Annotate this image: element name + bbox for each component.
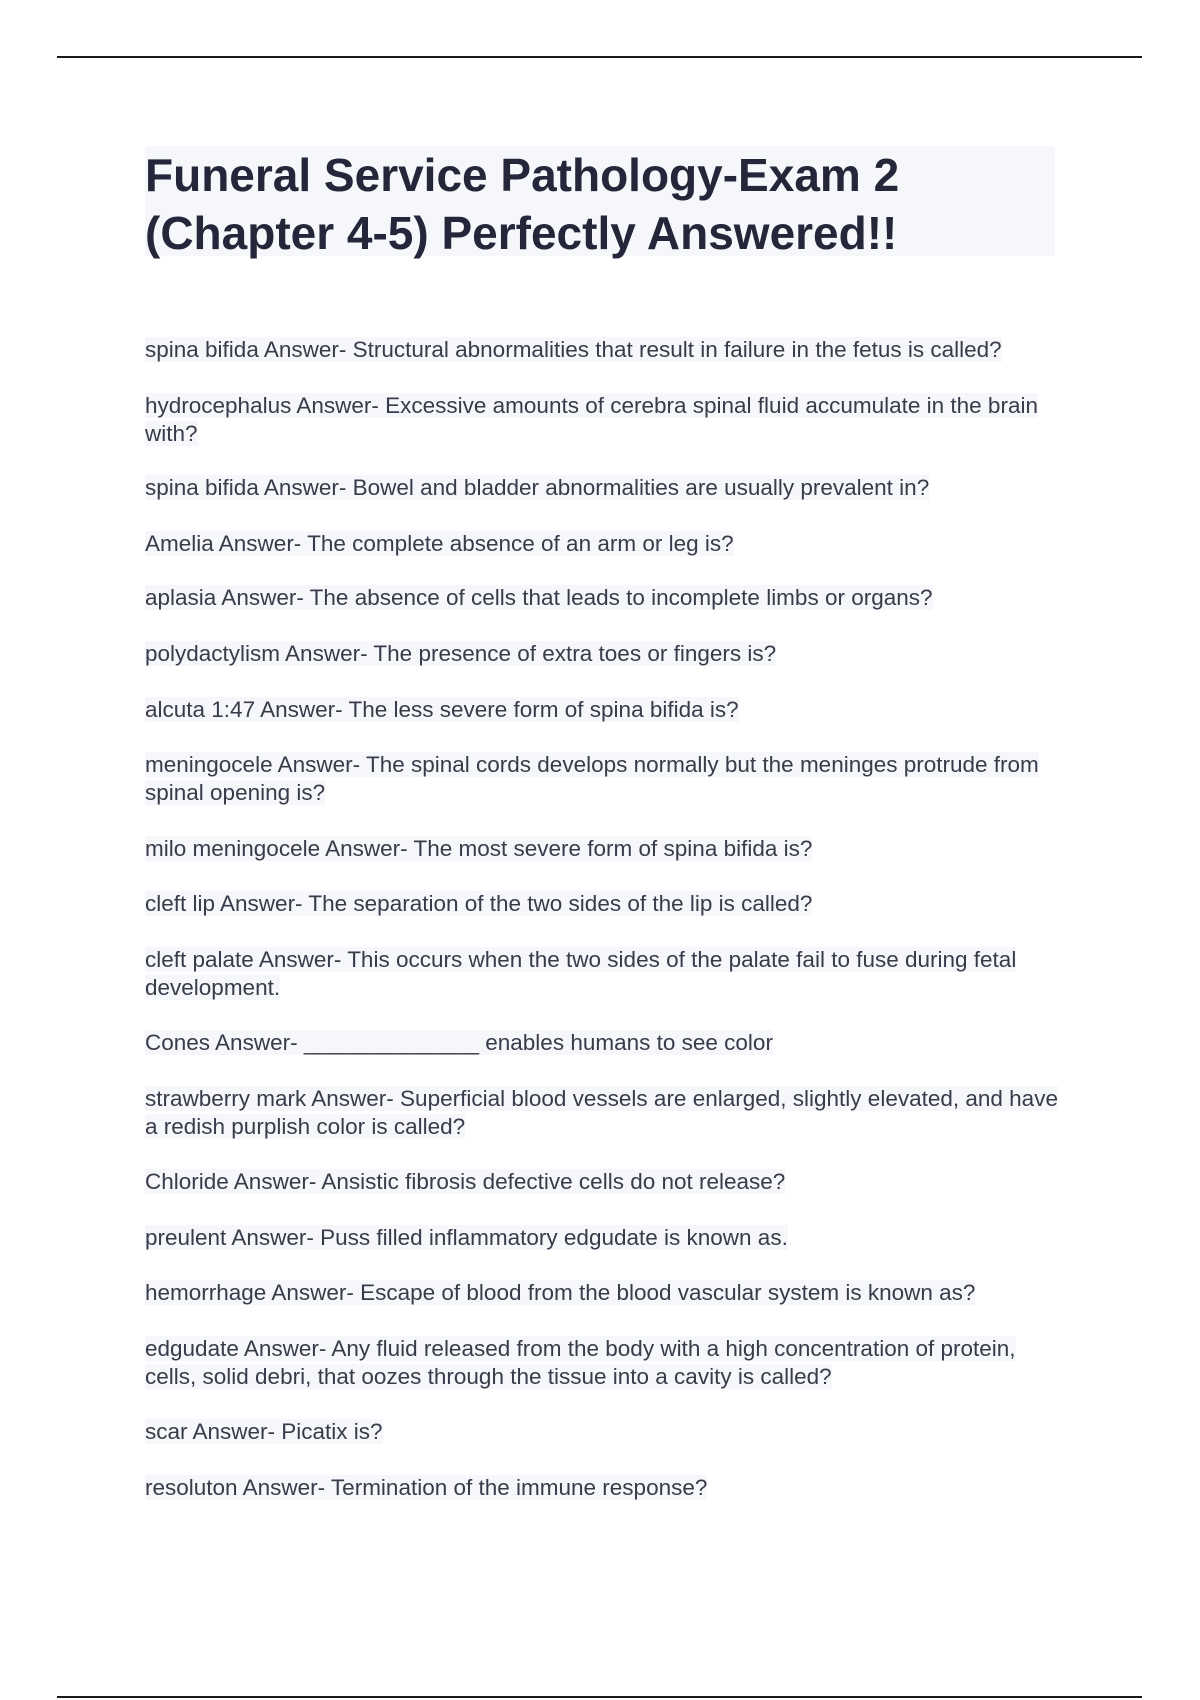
qa-text: hydrocephalus Answer- Excessive amounts of cerebra spinal fluid accumulate in the brain with? xyxy=(145,393,1038,446)
list-item xyxy=(145,392,1065,448)
bottom-rule xyxy=(57,1696,1142,1698)
title-block xyxy=(145,146,1055,259)
qa-text: resoluton Answer- Termination of the immune response? xyxy=(145,1475,708,1500)
qa-text: edgudate Answer- Any fluid released from the body with a high concentration of protein, cells, solid debri, that oozes through the tissue into a cavity is called? xyxy=(145,1336,1016,1389)
list-item xyxy=(145,835,1065,863)
qa-text: Amelia Answer- The complete absence of an arm or leg is? xyxy=(145,531,734,556)
qa-text: cleft lip Answer- The separation of the two sides of the lip is called? xyxy=(145,891,813,916)
qa-text: alcuta 1:47 Answer- The less severe form of spina bifida is? xyxy=(145,697,739,722)
qa-text: strawberry mark Answer- Superficial blood vessels are enlarged, slightly elevated, and have a redish purplish color is called? xyxy=(145,1086,1058,1139)
list-item xyxy=(145,474,1065,502)
list-item xyxy=(145,1279,1065,1307)
qa-text: spina bifida Answer- Bowel and bladder abnormalities are usually prevalent in? xyxy=(145,475,930,500)
list-item xyxy=(145,640,1065,668)
list-item xyxy=(145,1335,1065,1391)
qa-text: Chloride Answer- Ansistic fibrosis defective cells do not release? xyxy=(145,1169,786,1194)
list-item xyxy=(145,1474,1065,1502)
qa-text: Cones Answer- ______________ enables humans to see color xyxy=(145,1030,773,1055)
list-item xyxy=(145,751,1065,807)
list-item xyxy=(145,1029,1065,1057)
top-rule xyxy=(57,56,1142,58)
list-item xyxy=(145,1168,1065,1196)
document-title: Funeral Service Pathology-Exam 2 (Chapter 4-5) Perfectly Answered!! xyxy=(145,149,900,259)
qa-text: spina bifida Answer- Structural abnormalities that result in failure in the fetus is called? xyxy=(145,337,1002,362)
qa-text: cleft palate Answer- This occurs when the two sides of the palate fail to fuse during fetal development. xyxy=(145,947,1017,1000)
qa-text: aplasia Answer- The absence of cells that leads to incomplete limbs or organs? xyxy=(145,585,933,610)
list-item xyxy=(145,1418,1065,1446)
list-item xyxy=(145,530,1065,558)
list-item xyxy=(145,946,1065,1002)
qa-text: milo meningocele Answer- The most severe form of spina bifida is? xyxy=(145,836,813,861)
list-item xyxy=(145,890,1065,918)
qa-text: hemorrhage Answer- Escape of blood from the blood vascular system is known as? xyxy=(145,1280,976,1305)
list-item xyxy=(145,584,1065,612)
qa-text: scar Answer- Picatix is? xyxy=(145,1419,383,1444)
qa-list xyxy=(145,336,1065,1502)
list-item xyxy=(145,336,1065,364)
qa-text: meningocele Answer- The spinal cords develops normally but the meninges protrude from spinal opening is? xyxy=(145,752,1039,805)
list-item xyxy=(145,1085,1065,1141)
list-item xyxy=(145,696,1065,724)
qa-text: polydactylism Answer- The presence of extra toes or fingers is? xyxy=(145,641,777,666)
list-item xyxy=(145,1224,1065,1252)
qa-text: preulent Answer- Puss filled inflammatory edgudate is known as. xyxy=(145,1225,788,1250)
